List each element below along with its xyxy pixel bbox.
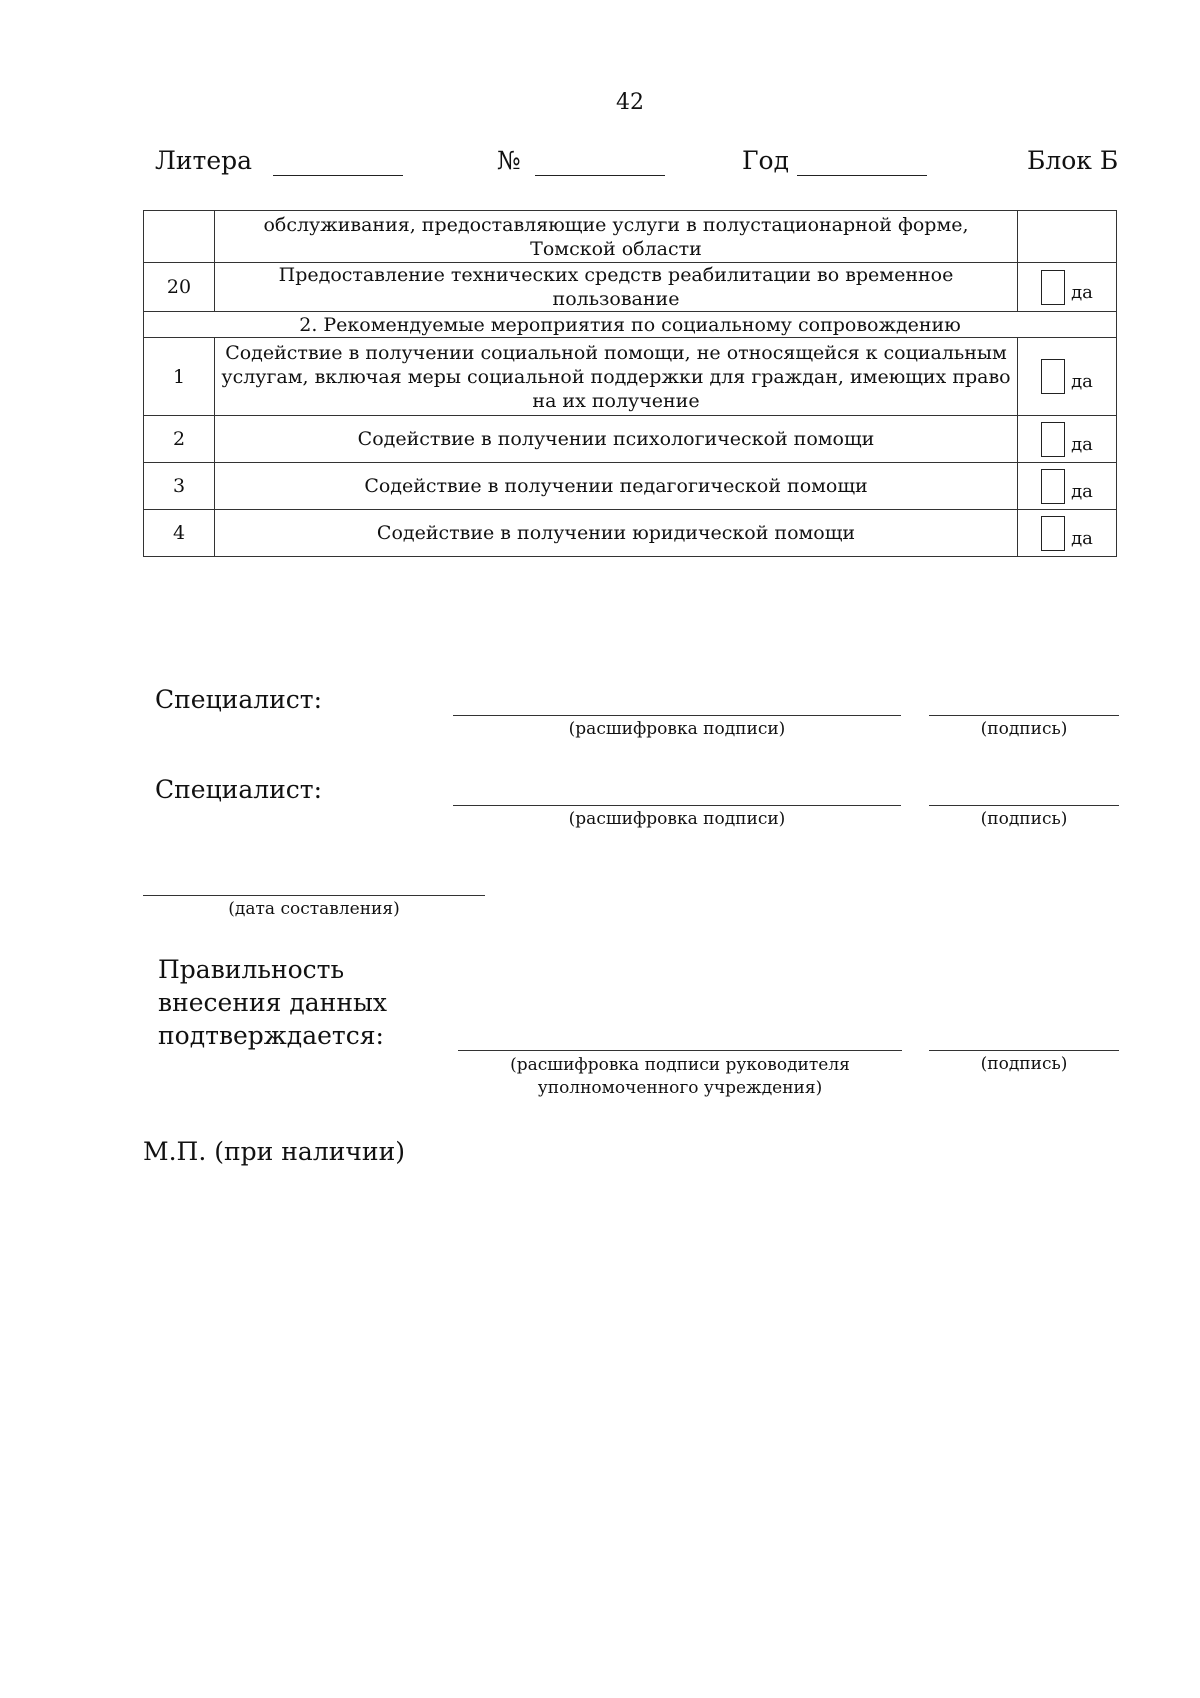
services-table bbox=[143, 210, 1117, 557]
row-text: Содействие в получении педагогической помощи bbox=[215, 463, 1018, 510]
year-label: Год bbox=[742, 146, 789, 175]
specialist-1-sign-line[interactable] bbox=[929, 715, 1119, 716]
table-row bbox=[144, 416, 1117, 463]
checkbox-label: да bbox=[1071, 433, 1093, 455]
row-number: 20 bbox=[144, 263, 215, 312]
checkbox-label: да bbox=[1071, 371, 1093, 392]
specialist-2-decode-caption: (расшифровка подписи) bbox=[568, 809, 786, 829]
date-line[interactable] bbox=[143, 895, 485, 896]
confirm-line-3: подтверждается: bbox=[158, 1021, 384, 1050]
section-title: 2. Рекомендуемые мероприятия по социальному сопровождению bbox=[144, 312, 1117, 338]
confirm-line-1: Правильность bbox=[158, 955, 345, 984]
row-text: Содействие в получении психологической помощи bbox=[215, 416, 1018, 463]
row-num-cell bbox=[144, 211, 215, 263]
confirm-decode-line-1: (расшифровка подписи руководителя bbox=[510, 1055, 850, 1075]
number-label: № bbox=[497, 146, 521, 175]
row-number: 2 bbox=[144, 416, 215, 463]
checkbox[interactable] bbox=[1041, 270, 1065, 305]
confirm-decode-line-2: уполномоченного учреждения) bbox=[537, 1078, 823, 1098]
checkbox[interactable] bbox=[1041, 469, 1065, 504]
row-number: 4 bbox=[144, 510, 215, 557]
confirm-line-2: внесения данных bbox=[158, 988, 387, 1017]
table-row bbox=[144, 463, 1117, 510]
litera-field[interactable] bbox=[273, 175, 403, 176]
date-caption: (дата составления) bbox=[228, 899, 400, 919]
continued-text: обслуживания, предоставляющие услуги в полустационарной форме, Томской области bbox=[215, 211, 1018, 263]
check-cell bbox=[1018, 416, 1117, 463]
block-label: Блок Б bbox=[1027, 146, 1119, 175]
section-header-row bbox=[144, 312, 1117, 338]
row-number: 1 bbox=[144, 338, 215, 416]
table-row bbox=[144, 510, 1117, 557]
checkbox-label: да bbox=[1071, 281, 1093, 303]
specialist-1-decode-caption: (расшифровка подписи) bbox=[568, 719, 786, 739]
checkbox[interactable] bbox=[1041, 516, 1065, 551]
checkbox[interactable] bbox=[1041, 422, 1065, 457]
stamp-note: М.П. (при наличии) bbox=[143, 1137, 405, 1166]
check-cell bbox=[1018, 510, 1117, 557]
row-text: Содействие в получении юридической помощи bbox=[215, 510, 1018, 557]
specialist-2-sign-caption: (подпись) bbox=[980, 809, 1068, 829]
confirm-decode-line[interactable] bbox=[458, 1050, 902, 1051]
row-text: Содействие в получении социальной помощи, не относящейся к социальным услугам, включая меры социальной поддержки для граждан, имеющих право на их получение bbox=[215, 338, 1018, 416]
number-field[interactable] bbox=[535, 175, 665, 176]
check-cell bbox=[1018, 463, 1117, 510]
specialist-1-decode-line[interactable] bbox=[453, 715, 901, 716]
litera-label: Литера bbox=[155, 146, 253, 175]
confirm-sign-line[interactable] bbox=[929, 1050, 1119, 1051]
row-text: Предоставление технических средств реабилитации во временное пользование bbox=[215, 263, 1018, 312]
checkbox-label: да bbox=[1071, 527, 1093, 549]
confirm-text bbox=[158, 953, 387, 1052]
check-cell bbox=[1018, 263, 1117, 312]
specialist-2-decode-line[interactable] bbox=[453, 805, 901, 806]
table-row bbox=[144, 211, 1117, 263]
check-cell bbox=[1018, 338, 1117, 416]
table-row bbox=[144, 338, 1117, 416]
checkbox[interactable] bbox=[1041, 359, 1065, 394]
confirm-sign-caption: (подпись) bbox=[980, 1054, 1068, 1074]
specialist-2-sign-line[interactable] bbox=[929, 805, 1119, 806]
specialist-2-label: Специалист: bbox=[155, 775, 323, 804]
specialist-1-sign-caption: (подпись) bbox=[980, 719, 1068, 739]
confirm-decode-caption bbox=[458, 1054, 902, 1100]
table-row bbox=[144, 263, 1117, 312]
checkbox-label: да bbox=[1071, 480, 1093, 502]
year-field[interactable] bbox=[797, 175, 927, 176]
empty-check-cell bbox=[1018, 211, 1117, 263]
row-number: 3 bbox=[144, 463, 215, 510]
specialist-1-label: Специалист: bbox=[155, 685, 323, 714]
page-number: 42 bbox=[616, 90, 644, 115]
